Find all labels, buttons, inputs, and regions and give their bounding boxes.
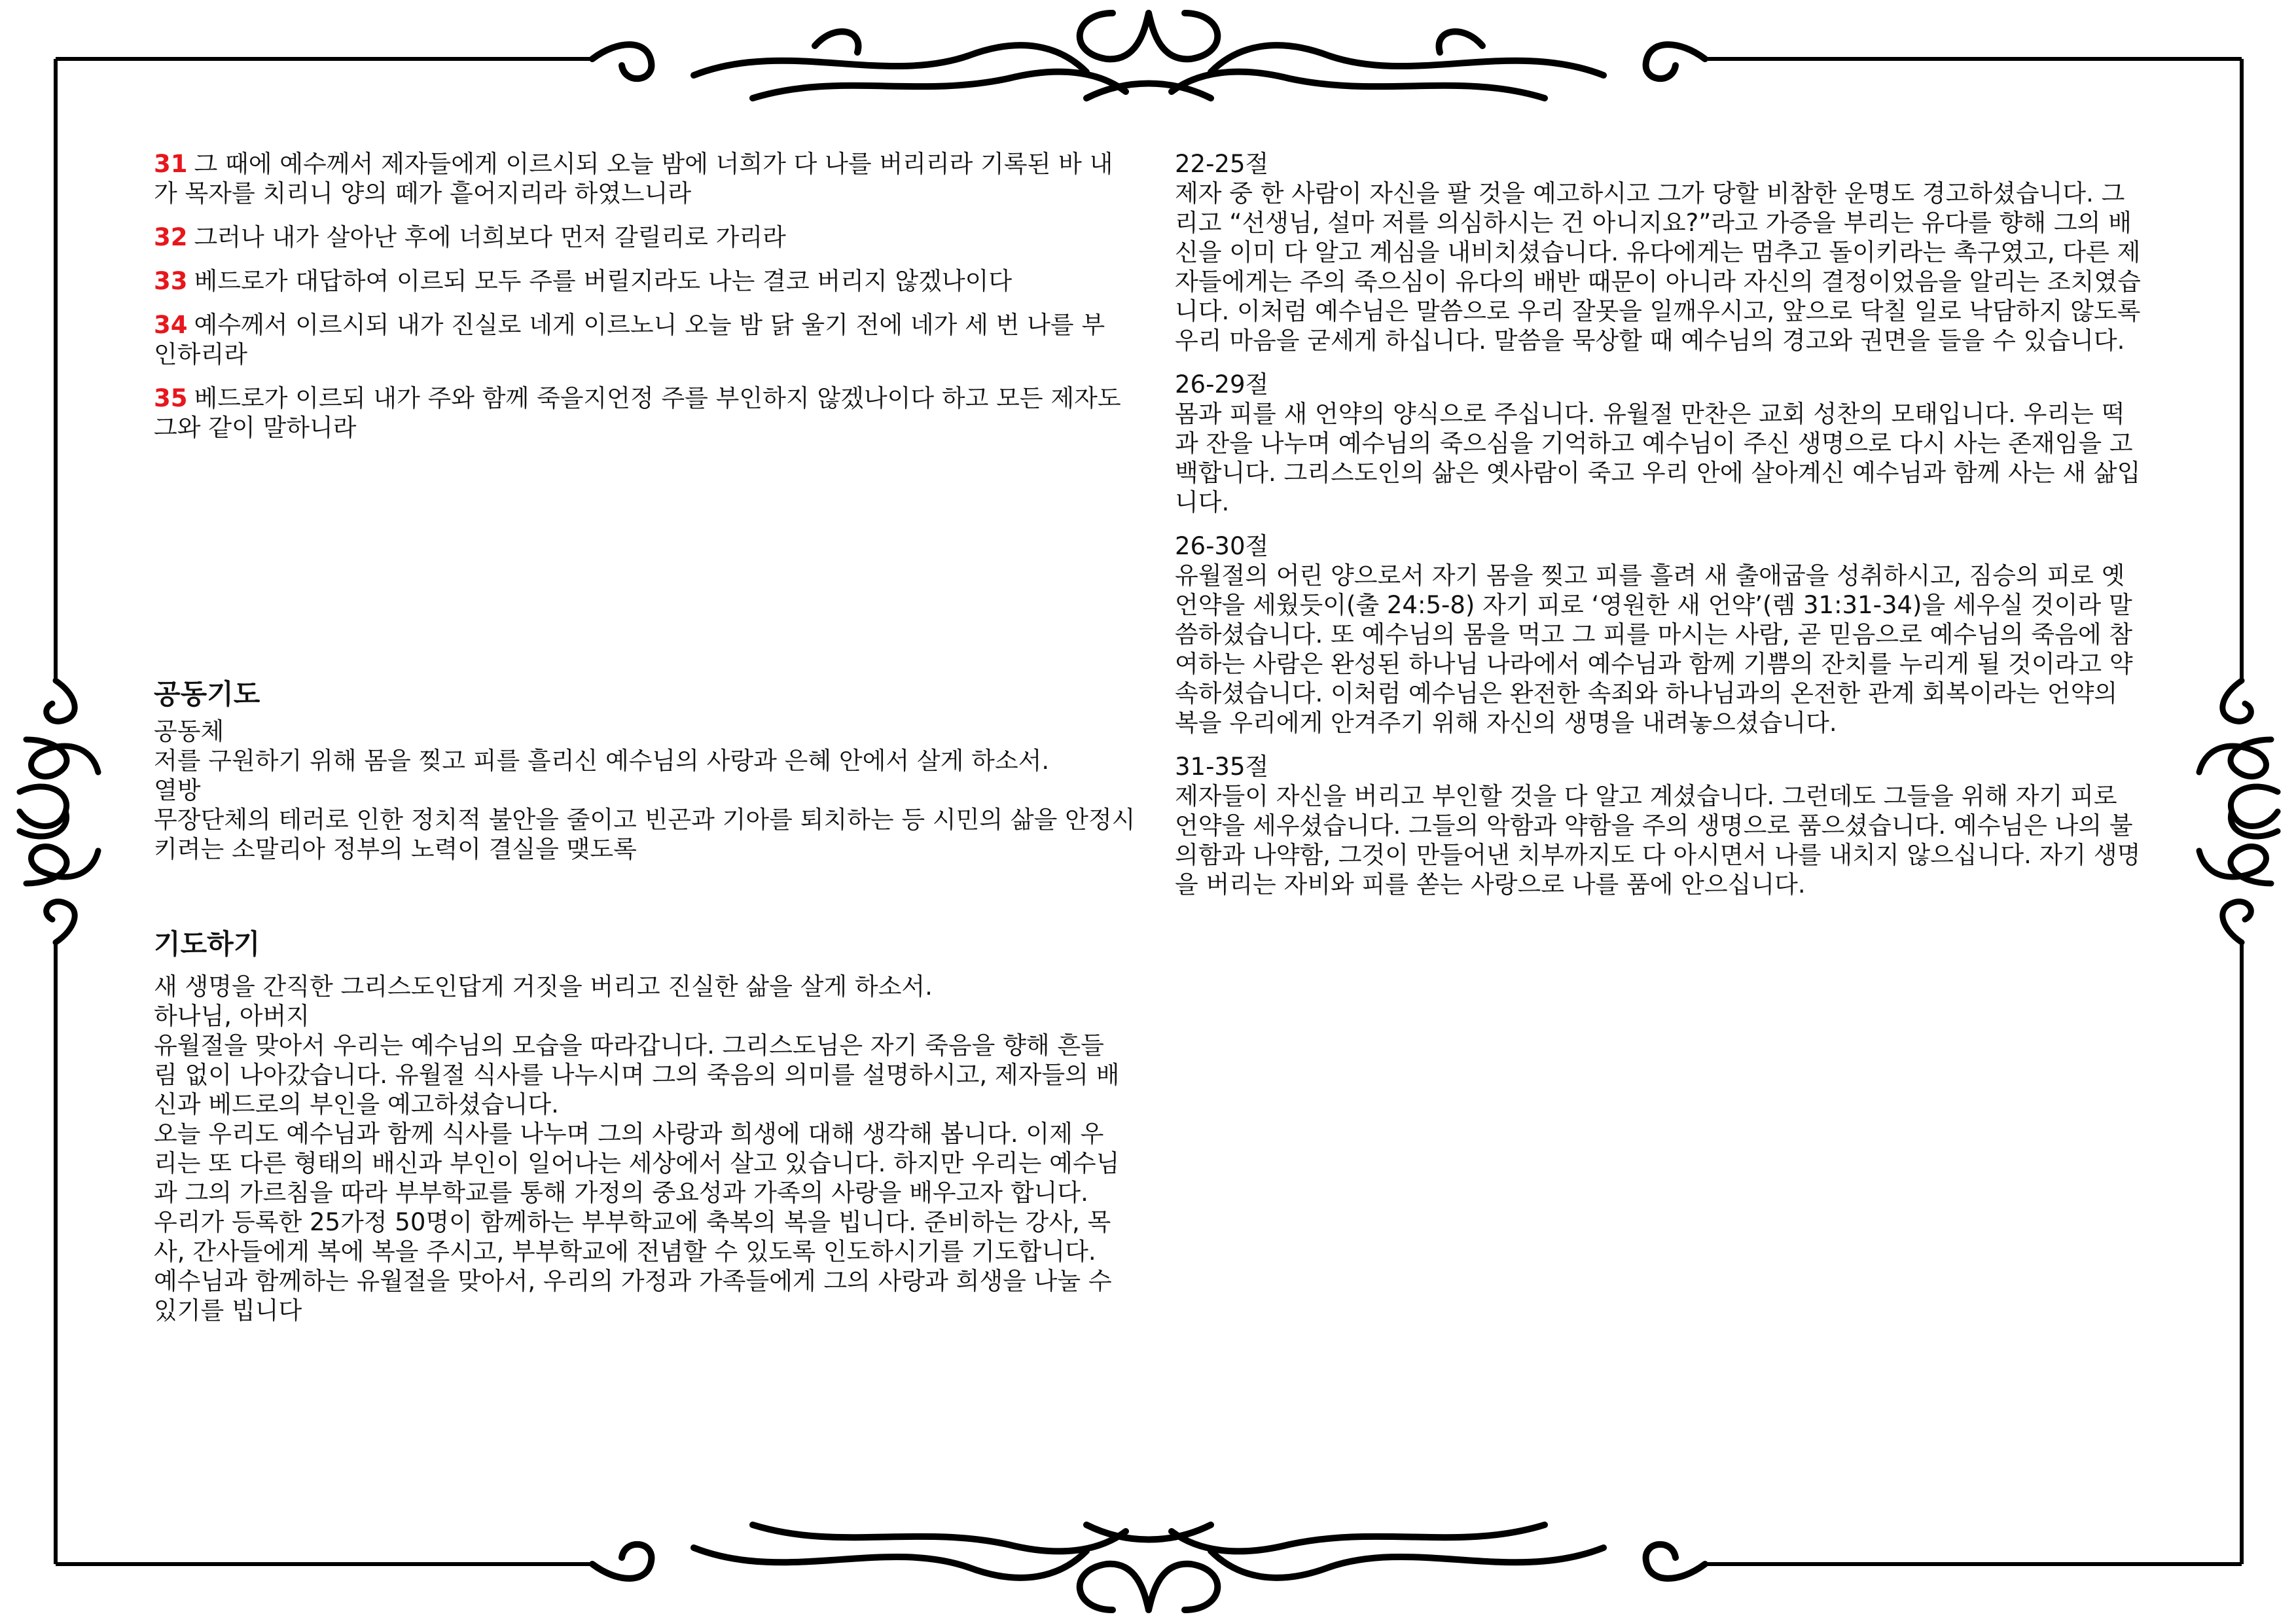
commentary-label: 31-35절: [1175, 753, 1269, 781]
community-label: 공동체: [154, 717, 224, 745]
commentary-text: 제자 중 한 사람이 자신을 팔 것을 예고하시고 그가 당할 비참한 운명도 경고하셨습니다. 그리고 “선생님, 설마 저를 의심하시는 건 아니지요?”라고 가증을 부리는 유다를 향해 그의 배신을 이미 다 알고 계심을 내비치셨습니다. 유다에게는 멈추고 돌이키라는 촉구였고, 다른 제자들에게는 주의 죽으심이 유다의 배반 때문이 아니라 자신의 결정이었음을 알리는 조치였습니다. 이처럼 예수님은 말씀으로 우리 잘못을 일깨우시고, 앞으로 닥칠 일로 낙담하지 않도록 우리 마음을 굳세게 하십니다. 말씀을 묵상할 때 예수님의 경고와 권면을 들을 수 있습니다.: [1175, 179, 2141, 355]
prayer-section: [154, 972, 1122, 1325]
verse-number: 33: [154, 267, 188, 295]
common-prayer-heading: 공동기도: [154, 678, 260, 710]
community-text: 저를 구원하기 위해 몸을 찢고 피를 흘리신 예수님의 사랑과 은혜 안에서 살게 하소서.: [154, 747, 1050, 775]
commentary-text: 제자들이 자신을 버리고 부인할 것을 다 알고 계셨습니다. 그런데도 그들을 위해 자기 피로 언약을 세우셨습니다. 그들의 악함과 약함을 주의 생명으로 품으셨습니다. 예수님은 나의 불의함과 나약함, 그것이 만들어낸 치부까지도 다 아시면서 나를 내치지 않으십니다. 자기 생명을 버리는 자비와 피를 쏟는 사랑으로 나를 품에 안으십니다.: [1175, 782, 2141, 899]
verse-number: 34: [154, 311, 188, 339]
verse-number: 31: [154, 150, 188, 178]
commentary-label: 26-30절: [1175, 532, 1269, 560]
scripture-passage: [154, 149, 1122, 457]
commentary-label: 22-25절: [1175, 150, 1269, 178]
prayer-paragraph: 오늘 우리도 예수님과 함께 식사를 나누며 그의 사랑과 희생에 대해 생각해 봅니다. 이제 우리는 또 다른 형태의 배신과 부인이 일어나는 세상에서 살고 있습니다. 하지만 우리는 예수님과 그의 가르침을 따라 부부학교를 통해 가정의 중요성과 가족의 사랑을 배우고자 합니다.: [154, 1120, 1120, 1207]
top-ornament: [592, 13, 1705, 98]
verse-35: [154, 383, 1122, 442]
verse-33: [154, 266, 1122, 296]
verse-32: [154, 223, 1122, 252]
verse-number: 32: [154, 223, 188, 251]
prayer-paragraph: 우리가 등록한 25가정 50명이 함께하는 부부학교에 축복의 복을 빕니다. 준비하는 강사, 목사, 간사들에게 복에 복을 주시고, 부부학교에 전념할 수 있도록 인도하시기를 기도합니다. 예수님과 함께하는 유월절을 맞아서, 우리의 가정과 가족들에게 그의 사랑과 희생을 나눌 수 있기를 빕니다: [154, 1208, 1112, 1325]
prayer-paragraph: 새 생명을 간직한 그리스도인답게 거짓을 버리고 진실한 삶을 살게 하소서.: [154, 972, 933, 1001]
verse-34: [154, 310, 1122, 369]
commentary-text: 유월절의 어린 양으로서 자기 몸을 찢고 피를 흘려 새 출애굽을 성취하시고, 짐승의 피로 옛 언약을 세웠듯이(출 24:5-8) 자기 피로 ‘영원한 새 언약’(렘 31:31-34)을 세우실 것이라 말씀하셨습니다. 또 예수님의 몸을 먹고 그 피를 마시는 사람, 곧 믿음으로 예수님의 죽음에 참여하는 사람은 완성된 하나님 나라에서 예수님과 함께 기쁨의 잔치를 누리게 될 것이라고 약속하셨습니다. 이처럼 예수님은 완전한 속죄와 하나님과의 온전한 관계 회복이라는 언약의 복을 우리에게 안겨주기 위해 자신의 생명을 내려놓으셨습니다.: [1175, 562, 2133, 737]
verse-text: 예수께서 이르시되 내가 진실로 네게 이르노니 오늘 밤 닭 울기 전에 네가 세 번 나를 부인하리라: [154, 311, 1105, 368]
verse-text: 그 때에 예수께서 제자들에게 이르시되 오늘 밤에 너희가 다 나를 버리리라 기록된 바 내가 목자를 치리니 양의 떼가 흩어지리라 하였느니라: [154, 150, 1113, 207]
verse-number: 35: [154, 384, 188, 412]
left-ornament: [20, 681, 98, 942]
verse-31: [154, 149, 1122, 208]
common-prayer-section: [154, 717, 1136, 864]
prayer-paragraph: 유월절을 맞아서 우리는 예수님의 모습을 따라갑니다. 그리스도님은 자기 죽음을 향해 흔들림 없이 나아갔습니다. 유월절 식사를 나누시며 그의 죽음의 의미를 설명하시고, 제자들의 배신과 베드로의 부인을 예고하셨습니다.: [154, 1031, 1120, 1118]
commentary: [1175, 149, 2144, 914]
verse-text: 베드로가 대답하여 이르되 모두 주를 버릴지라도 나는 결코 버리지 않겠나이다: [194, 267, 1013, 295]
nations-text: 무장단체의 테러로 인한 정치적 불안을 줄이고 빈곤과 기아를 퇴치하는 등 시민의 삶을 안정시키려는 소말리아 정부의 노력이 결실을 맺도록: [154, 806, 1136, 863]
commentary-label: 26-29절: [1175, 370, 1269, 399]
verse-text: 베드로가 이르되 내가 주와 함께 죽을지언정 주를 부인하지 않겠나이다 하고 모든 제자도 그와 같이 말하니라: [154, 384, 1121, 442]
nations-label: 열방: [154, 776, 201, 804]
prayer-heading: 기도하기: [154, 928, 260, 960]
verse-text: 그러나 내가 살아난 후에 너희보다 먼저 갈릴리로 가리라: [194, 223, 786, 251]
right-ornament: [2199, 681, 2278, 942]
commentary-text: 몸과 피를 새 언약의 양식으로 주십니다. 유월절 만찬은 교회 성찬의 모태입니다. 우리는 떡과 잔을 나누며 예수님의 죽으심을 기억하고 예수님이 주신 생명으로 다시 사는 존재임을 고백합니다. 그리스도인의 삶은 옛사람이 죽고 우리 안에 살아계신 예수님과 함께 사는 새 삶입니다.: [1175, 400, 2141, 516]
prayer-paragraph: 하나님, 아버지: [154, 1002, 310, 1030]
bottom-ornament: [592, 1525, 1705, 1610]
